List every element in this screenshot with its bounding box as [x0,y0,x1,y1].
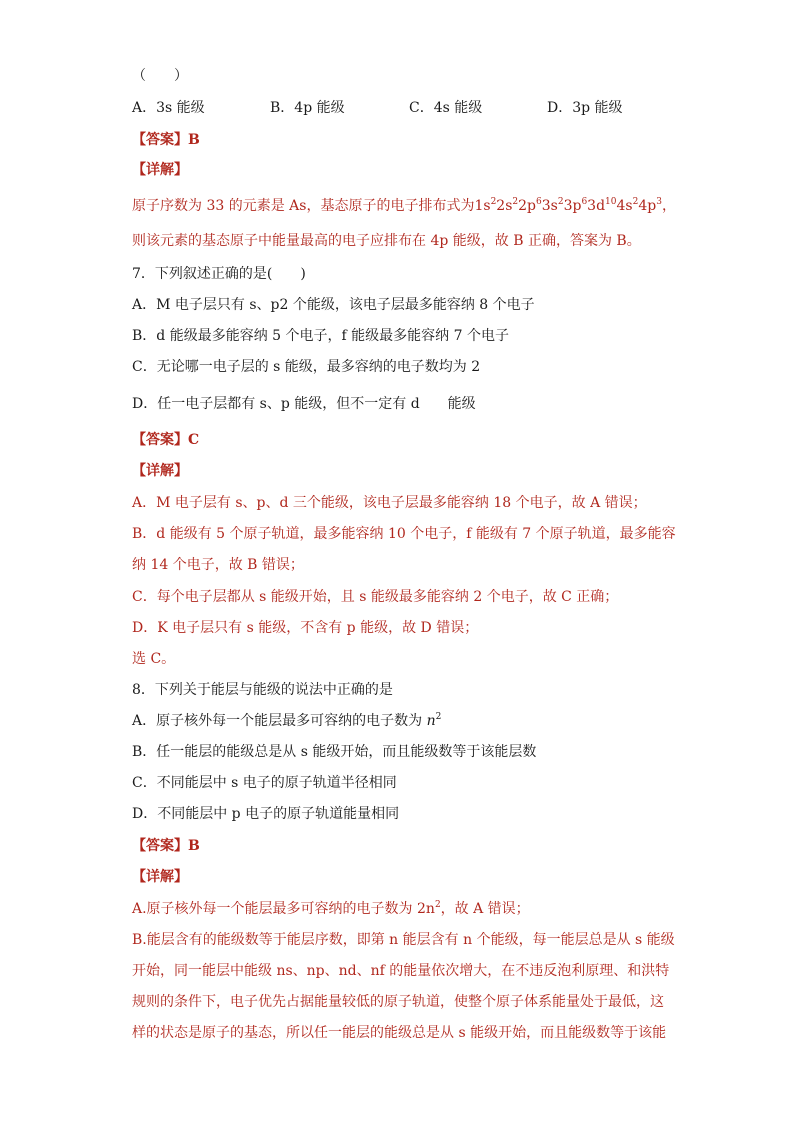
q8-explain-line: 开始，同一能层中能级 ns、np、nd、nf 的能量依次增大，在不违反泡利原理、和洪特 [132,963,670,979]
electron-configuration: $1s^22s^22p^63s^23p^63d^{10}4s^24p^3$ [474,197,662,214]
q6-explain-line1: 原子序数为 33 的元素是 As，基态原子的电子排布式为$1s^22s^22p^63s^23p^63d^{10}4s^24p^3$， [132,197,676,214]
q8-explain-line: 样的状态是原子的基态，所以任一能层的能级总是从 s 能级开始，而且能级数等于该能 [132,1025,667,1041]
q7-explain-line: D．K 电子层只有 s 能级，不含有 p 能级，故 D 错误； [132,620,479,636]
q7-explain-line: B．d 能级有 5 个原子轨道，最多能容纳 10 个电子，f 能级有 7 个原子轨道，最多能容 [132,526,676,542]
q8-explain-a: A.原子核外每一个能层最多可容纳的电子数为 $2n^2$，故 A 错误； [132,900,530,917]
q6-option-b: B．4p 能级 [270,100,345,116]
q7-answer: 【答案】C [132,432,200,448]
q7-option-a: A．M 电子层只有 s、p2 个能级，该电子层最多能容纳 8 个电子 [132,297,535,313]
q7-option-c: C．无论哪一电子层的 s 能级，最多容纳的电子数均为 2 [132,359,481,375]
q8-option-d: D．不同能层中 p 电子的原子轨道能量相同 [132,806,400,822]
q7-explain-line: 选 C。 [132,651,176,667]
q6-explain-text: 原子序数为 33 的元素是 As，基态原子的电子排布式为 [132,198,475,214]
q6-detail-label: 【详解】 [132,162,188,178]
q8-stem: 8．下列关于能层与能级的说法中正确的是 [132,682,393,698]
q7-option-b: B．d 能级最多能容纳 5 个电子，f 能级最多能容纳 7 个电子 [132,328,509,344]
q7-explain-line: C．每个电子层都从 s 能级开始，且 s 能级最多能容纳 2 个电子，故 C 正确； [132,589,619,605]
q7-option-d: D．任一电子层都有 s、p 能级，但不一定有 d 能级 [132,396,476,412]
q8-option-c: C．不同能层中 s 电子的原子轨道半径相同 [132,775,397,791]
q8-option-a: A．原子核外每一个能层最多可容纳的电子数为 $n^2$ [132,712,442,729]
q6-option-a: A．3s 能级 [132,100,205,116]
q8-option-b: B．任一能层的能级总是从 s 能级开始，而且能级数等于该能层数 [132,744,537,760]
q8-explain-line: B.能层含有的能级数等于能层序数，即第 n 能层含有 n 个能级，每一能层总是从 s 能级 [132,932,675,948]
q7-detail-label: 【详解】 [132,463,188,479]
q7-stem: 7．下列叙述正确的是( ) [132,266,306,282]
q6-explain-line2: 则该元素的基态原子中能量最高的电子应排布在 4p 能级，故 B 正确，答案为 B。 [132,233,641,249]
q8-answer: 【答案】B [132,838,200,854]
q7-explain-line: 纳 14 个电子，故 B 错误； [132,557,304,573]
q6-option-c: C．4s 能级 [409,100,483,116]
q7-explain-line: A．M 电子层有 s、p、d 三个能级，该电子层最多能容纳 18 个电子，故 A 错误； [132,495,647,511]
q6-paren: （ ） [132,68,188,84]
q6-answer: 【答案】B [132,132,200,148]
q8-explain-line: 规则的条件下，电子优先占据能量较低的原子轨道，使整个原子体系能量处于最低，这 [132,994,664,1010]
q8-detail-label: 【详解】 [132,869,188,885]
q6-option-d: D．3p 能级 [547,100,623,116]
